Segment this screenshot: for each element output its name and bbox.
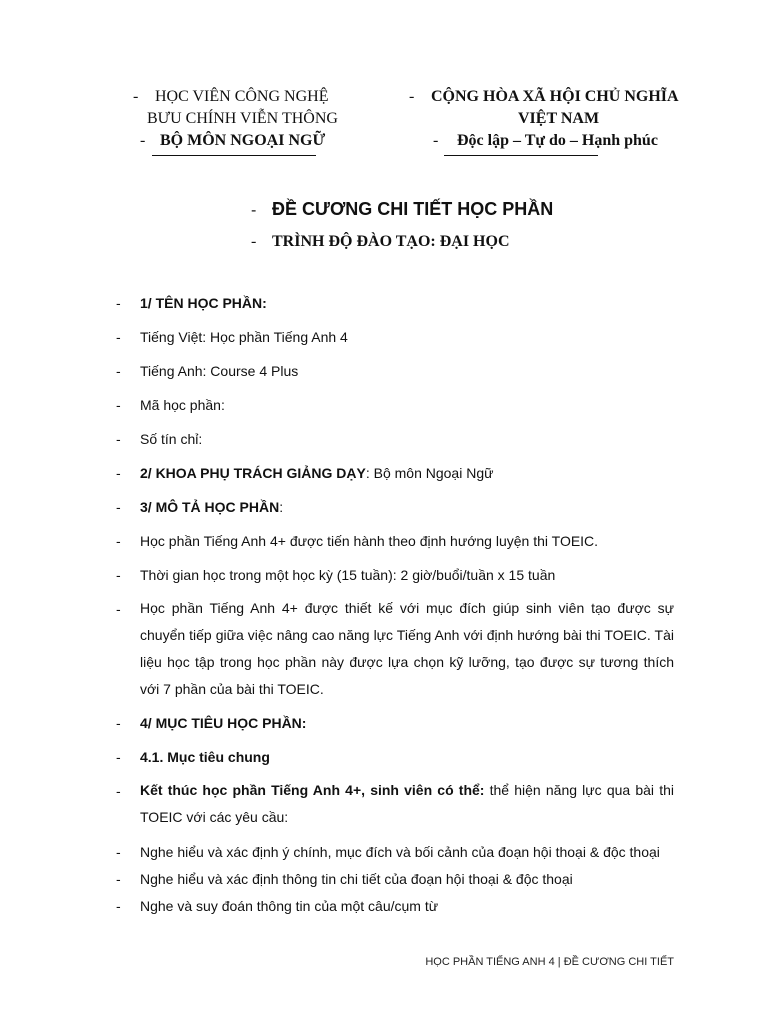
bullet-dash: - xyxy=(433,132,439,149)
description-item-1: Học phần Tiếng Anh 4+ được tiến hành theo định hướng luyện thi TOEIC. xyxy=(140,533,599,549)
motto-underline xyxy=(444,155,598,156)
bullet-dash: - xyxy=(116,715,121,731)
institute-name-line1: HỌC VIÊN CÔNG NGHỆ xyxy=(155,88,329,105)
footer-separator: | xyxy=(557,956,561,968)
requirement-3: Nghe và suy đoán thông tin của một câu/cụm từ xyxy=(140,898,439,914)
bullet-dash: - xyxy=(251,202,257,219)
bullet-dash: - xyxy=(116,363,121,379)
institute-name-line2: BƯU CHÍNH VIỄN THÔNG xyxy=(147,110,338,127)
bullet-dash: - xyxy=(409,88,415,105)
section-2-line xyxy=(140,465,493,481)
section-1-heading: 1/ TÊN HỌC PHẦN: xyxy=(140,295,267,311)
credits-label: Số tín chỉ: xyxy=(140,431,203,447)
general-objective-paragraph xyxy=(140,777,674,831)
section-4-heading: 4/ MỤC TIÊU HỌC PHẦN: xyxy=(140,715,307,731)
course-name-vietnamese: Tiếng Việt: Học phần Tiếng Anh 4 xyxy=(140,329,348,345)
bullet-dash: - xyxy=(140,132,146,149)
bullet-dash: - xyxy=(116,295,121,311)
section-4-1-heading: 4.1. Mục tiêu chung xyxy=(140,749,270,765)
course-code-label: Mã học phần: xyxy=(140,397,225,413)
bullet-dash: - xyxy=(116,783,121,799)
bullet-dash: - xyxy=(116,397,121,413)
bullet-dash: - xyxy=(116,499,121,515)
section-2-value: : Bộ môn Ngoại Ngữ xyxy=(365,465,494,481)
department-underline xyxy=(152,155,316,156)
page-footer xyxy=(425,956,674,968)
document-title: ĐỀ CƯƠNG CHI TIẾT HỌC PHẦN xyxy=(272,199,554,219)
training-level: TRÌNH ĐỘ ĐÀO TẠO: ĐẠI HỌC xyxy=(272,233,510,250)
motto: Độc lập – Tự do – Hạnh phúc xyxy=(457,132,658,149)
department-name: BỘ MÔN NGOẠI NGỮ xyxy=(160,132,326,149)
section-3-line xyxy=(140,499,283,515)
description-item-3: Học phần Tiếng Anh 4+ được thiết kế với mục đích giúp sinh viên tạo được sự chuyển tiếp giữa việc nâng cao năng lực Tiếng Anh với định hướng bài thi TOEIC. Tài liệu học tập trong học phần này được lựa chọn kỹ lưỡng, tạo được sự tương thích với 7 phần của bài thi TOEIC. xyxy=(140,600,674,697)
country-name-line2: VIỆT NAM xyxy=(518,110,600,127)
bullet-dash: - xyxy=(133,88,139,105)
bullet-dash: - xyxy=(116,601,121,617)
bullet-dash: - xyxy=(251,233,257,250)
bullet-dash: - xyxy=(116,533,121,549)
general-objective-lead: Kết thúc học phần Tiếng Anh 4+, sinh viên có thể: xyxy=(140,782,485,798)
requirement-2: Nghe hiểu và xác định thông tin chi tiết của đoạn hội thoại & độc thoại xyxy=(140,871,573,887)
requirement-1: Nghe hiểu và xác định ý chính, mục đích và bối cảnh của đoạn hội thoại & độc thoại xyxy=(140,844,660,860)
section-3-colon: : xyxy=(279,499,284,515)
general-objective-rest: thể hiện năng lực qua bài thi TOEIC với các yêu cầu: xyxy=(140,782,674,825)
footer-course-name: HỌC PHẦN TIẾNG ANH 4 xyxy=(425,956,555,968)
country-name-line1: CỘNG HÒA XÃ HỘI CHỦ NGHĨA xyxy=(431,88,679,105)
bullet-dash: - xyxy=(116,898,121,914)
bullet-dash: - xyxy=(116,465,121,481)
footer-document-type: ĐỀ CƯƠNG CHI TIẾT xyxy=(563,956,674,968)
bullet-dash: - xyxy=(116,749,121,765)
bullet-dash: - xyxy=(116,567,121,583)
bullet-dash: - xyxy=(116,431,121,447)
description-item-2: Thời gian học trong một học kỳ (15 tuần): 2 giờ/buổi/tuần x 15 tuần xyxy=(140,567,556,583)
course-name-english: Tiếng Anh: Course 4 Plus xyxy=(140,363,299,379)
section-3-heading: 3/ MÔ TẢ HỌC PHẦN xyxy=(140,499,280,515)
bullet-dash: - xyxy=(116,329,121,345)
bullet-dash: - xyxy=(116,844,121,860)
section-2-heading: 2/ KHOA PHỤ TRÁCH GIẢNG DẠY xyxy=(140,465,366,481)
bullet-dash: - xyxy=(116,871,121,887)
